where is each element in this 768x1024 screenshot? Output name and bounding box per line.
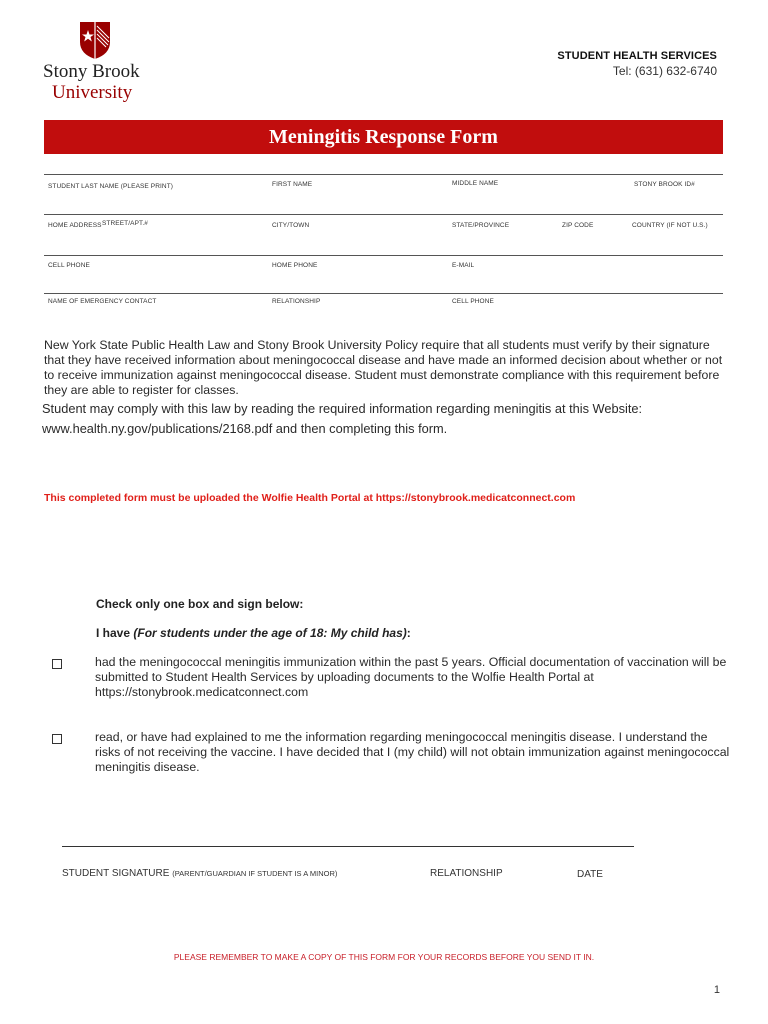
logo-university-text: University (52, 82, 133, 103)
policy-paragraph: New York State Public Health Law and Stony Brook University Policy require that all students must verify by their signature that they have received information about meningococcal disease and have made an informed decision about whether or not to receive immunization against meningococcal disease. Student must demonstrate compliance with this requirement before they are able to register for classes. (44, 338, 723, 397)
field-label-last-name[interactable]: STUDENT LAST NAME (PLEASE PRINT) (48, 183, 174, 190)
i-have-text: I have (96, 626, 131, 640)
declined-checkbox[interactable] (52, 734, 62, 744)
department-title: STUDENT HEALTH SERVICES (557, 50, 717, 62)
immunized-checkbox[interactable] (52, 659, 62, 669)
logo-text: Stony Brook (43, 61, 140, 82)
copy-reminder: PLEASE REMEMBER TO MAKE A COPY OF THIS FORM FOR YOUR RECORDS BEFORE YOU SEND IT IN. (173, 952, 595, 962)
field-row-divider (44, 255, 723, 256)
field-label-zip[interactable]: ZIP CODE (562, 222, 594, 229)
declined-option-text: read, or have had explained to me the information regarding meningococcal meningitis disease. I understand the risks of not receiving the vaccine. I have decided that I (my child) will not obtain immunization against meningococcal meningitis disease. (95, 730, 730, 774)
field-label-street[interactable]: STREET/APT.# (102, 220, 148, 227)
check-instruction: Check only one box and sign below: (96, 597, 304, 611)
field-row-divider (44, 174, 723, 175)
field-label-home-phone[interactable]: HOME PHONE (272, 262, 318, 269)
upload-note: This completed form must be uploaded the Wolfie Health Portal at https://stonybrook.medicatconnect.com (44, 492, 576, 504)
i-have-heading (96, 626, 411, 640)
i-have-colon: : (406, 626, 411, 640)
telephone: Tel: (631) 632-6740 (612, 64, 717, 78)
website-paragraph: www.health.ny.gov/publications/2168.pdf and then completing this form. (42, 421, 448, 436)
signature-line[interactable] (62, 846, 634, 847)
compliance-paragraph: Student may comply with this law by reading the required information regarding meningitis at this Website: (42, 401, 643, 416)
field-label-first-name[interactable]: FIRST NAME (272, 181, 313, 188)
date-label: DATE (577, 869, 603, 880)
field-label-relationship[interactable]: RELATIONSHIP (272, 298, 321, 305)
field-label-city[interactable]: CITY/TOWN (272, 222, 310, 229)
minor-note: (For students under the age of 18: My child has) (133, 626, 407, 640)
student-signature-label (62, 868, 337, 879)
university-shield-icon (78, 20, 112, 60)
immunized-option-text: had the meningococcal meningitis immunization within the past 5 years. Official documentation of vaccination will be submitted to Student Health Services by uploading documents to the Wolfie Health Portal at https://stonybrook.medicatconnect.com (95, 655, 727, 699)
guardian-note: (PARENT/GUARDIAN IF STUDENT IS A MINOR) (172, 869, 338, 878)
field-label-email[interactable]: E-MAIL (452, 262, 475, 269)
field-label-emergency-cell[interactable]: CELL PHONE (452, 298, 494, 305)
student-signature-text: STUDENT SIGNATURE (62, 868, 170, 879)
field-label-home-address[interactable]: HOME ADDRESS (48, 222, 102, 229)
field-label-state[interactable]: STATE/PROVINCE (452, 222, 510, 229)
field-label-emergency-contact[interactable]: NAME OF EMERGENCY CONTACT (48, 298, 157, 305)
page-number: 1 (713, 984, 720, 996)
field-label-cell-phone[interactable]: CELL PHONE (48, 262, 90, 269)
field-label-country[interactable]: COUNTRY (IF NOT U.S.) (632, 222, 708, 229)
relationship-label: RELATIONSHIP (430, 868, 503, 879)
field-label-middle-name[interactable]: MIDDLE NAME (452, 180, 499, 187)
field-row-divider (44, 214, 723, 215)
field-label-id[interactable]: STONY BROOK ID# (634, 181, 695, 188)
field-row-divider (44, 293, 723, 294)
form-title: Meningitis Response Form (269, 126, 498, 148)
